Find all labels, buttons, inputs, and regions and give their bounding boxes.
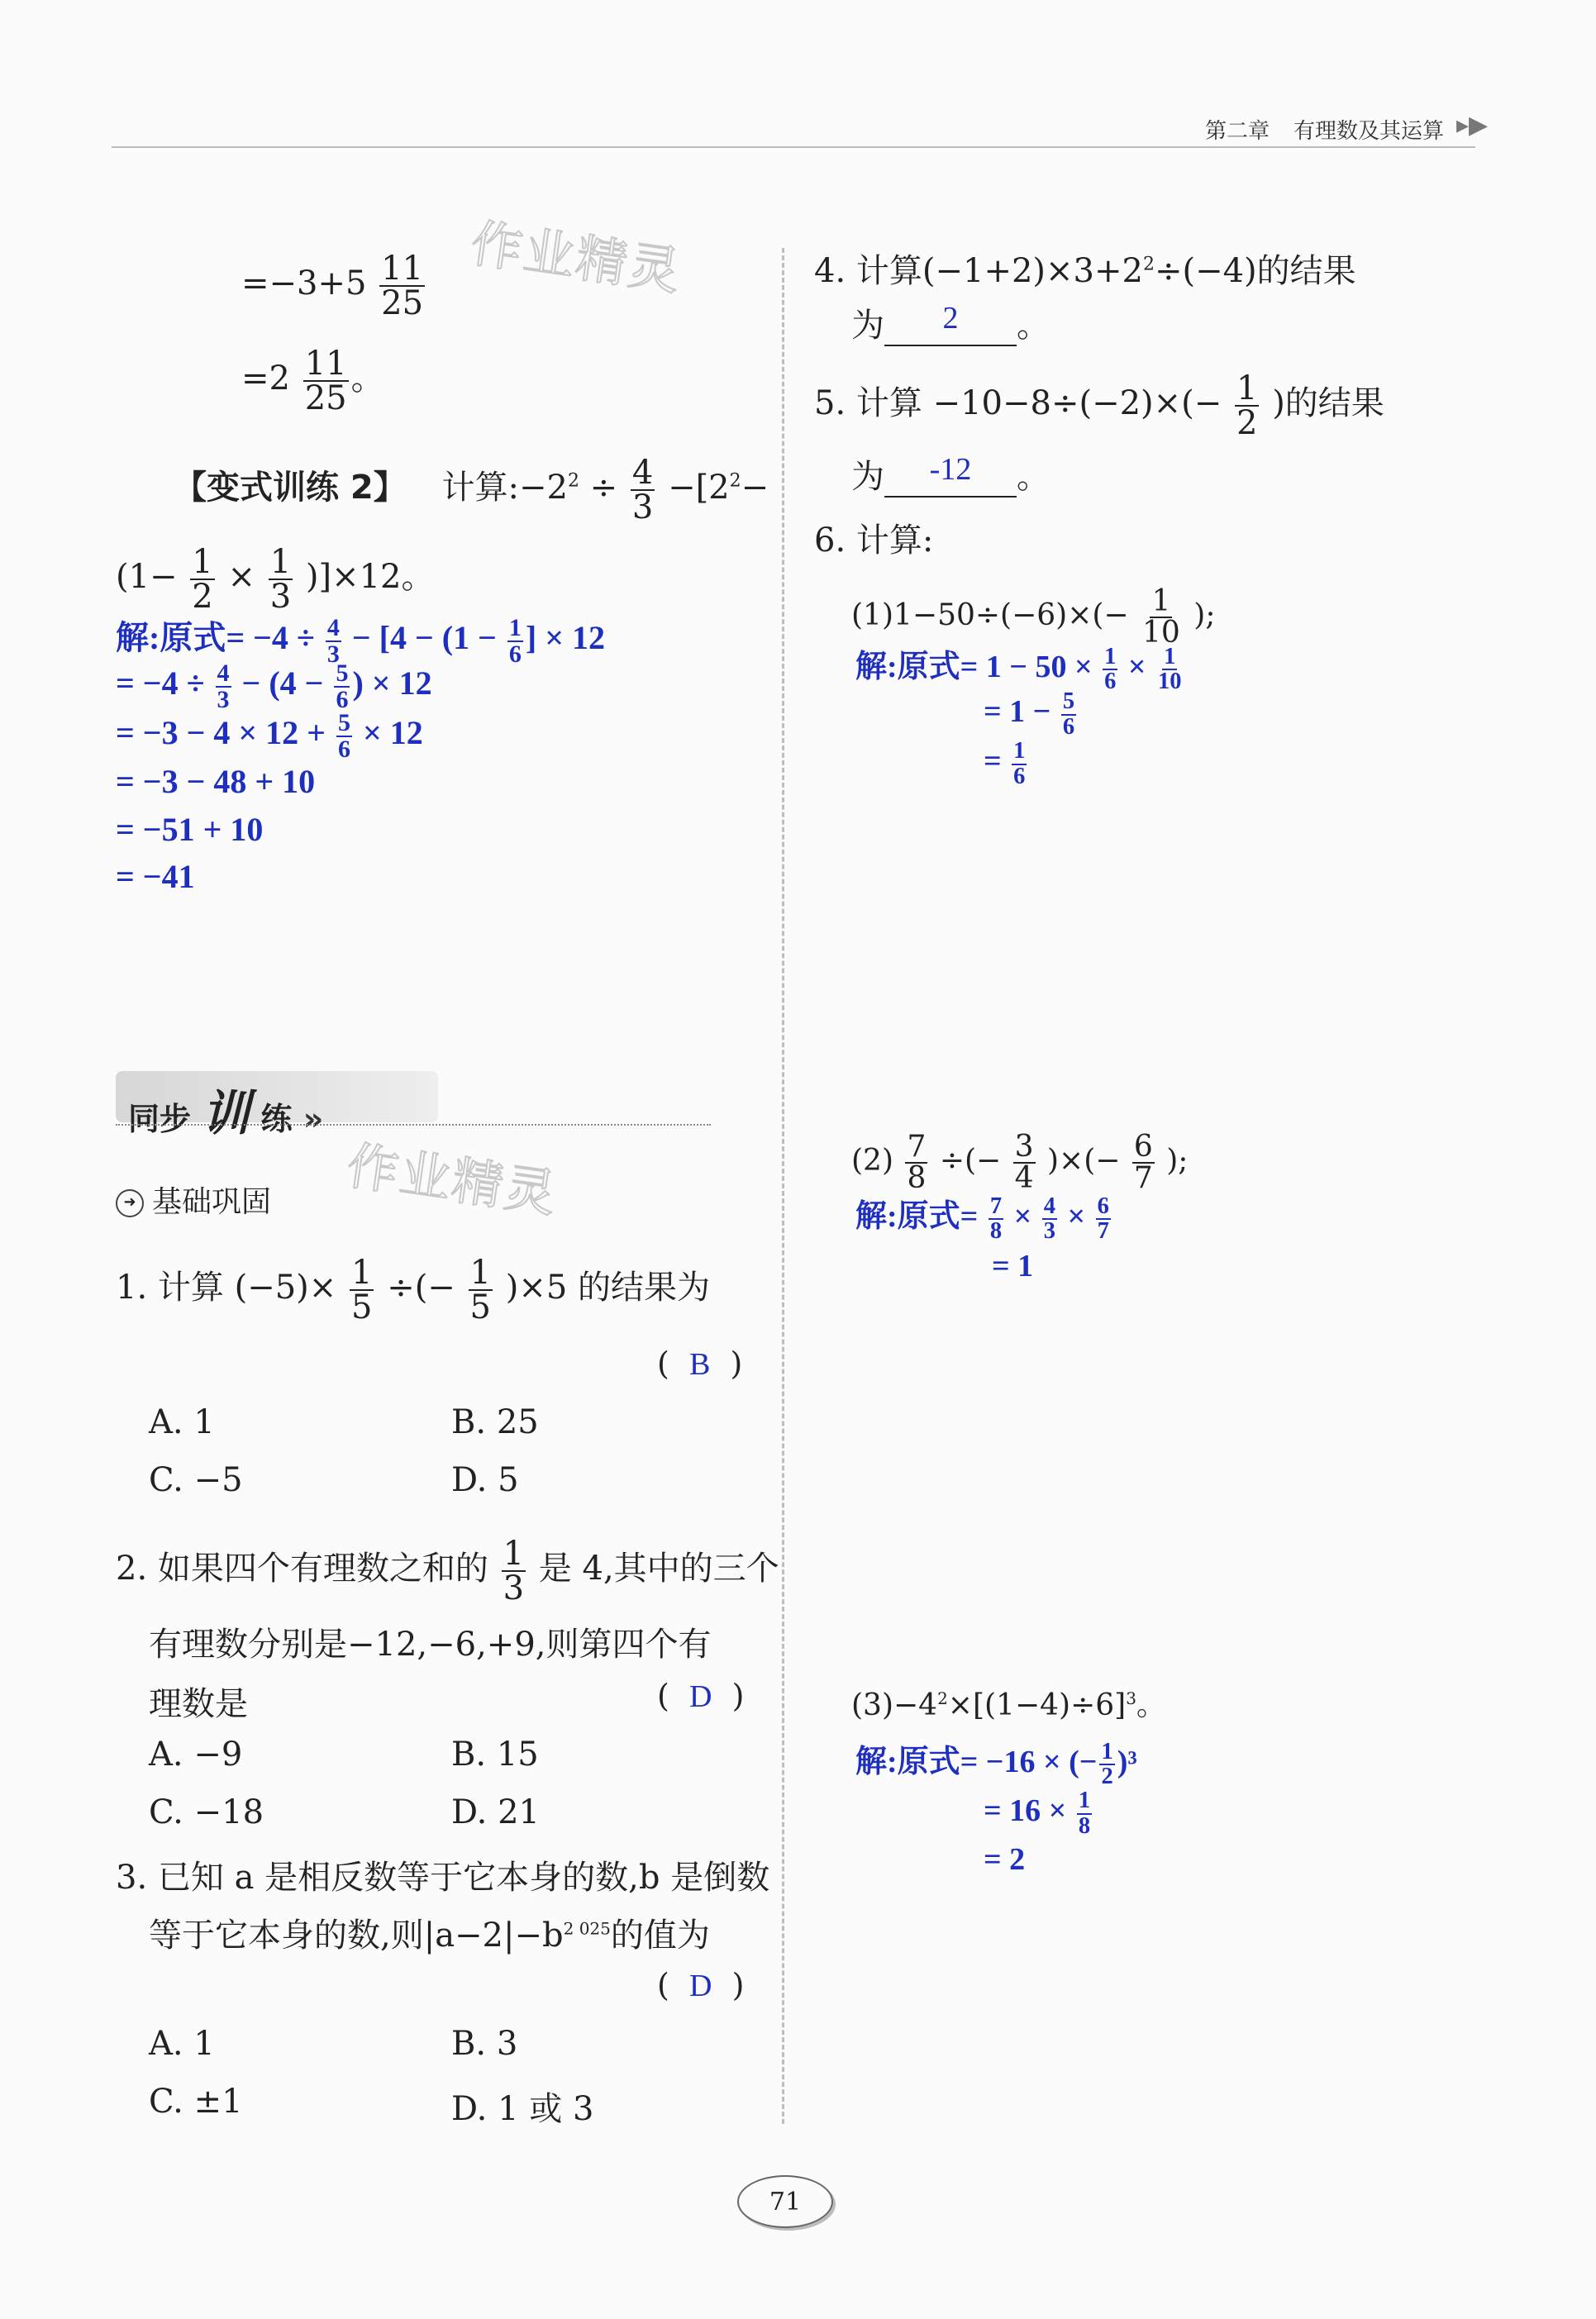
option: B. 15 bbox=[451, 1736, 539, 1774]
question-2: 2. 如果四个有理数之和的 $\frac{1}{3}$ 是 4,其中的三个 bbox=[116, 1535, 779, 1607]
answer-blank bbox=[884, 452, 1017, 498]
question-6-part-2: (2) $\frac{7}{8}$ ÷(− $\frac{3}{4}$ )×(− $\frac{6}{7}$ ); bbox=[851, 1130, 1189, 1195]
chapter-title: 有理数及其运算 bbox=[1293, 119, 1445, 144]
variant-question-line2: (1− $\frac{1}{2}$ × $\frac{1}{3}$ )]×12。 bbox=[116, 543, 435, 616]
option: D. 21 bbox=[451, 1793, 540, 1831]
option: C. −18 bbox=[149, 1793, 264, 1831]
question-6-title: 6. 计算: bbox=[814, 521, 934, 560]
option: C. −5 bbox=[149, 1461, 243, 1499]
option: A. 1 bbox=[149, 1403, 215, 1441]
question-2-line: 理数是 bbox=[149, 1685, 248, 1723]
solution-line: 解:原式= −4 ÷ $\frac{4}{3}$ − [4 − (1 − $\frac{1}{6}$ ] × 12 bbox=[116, 613, 606, 668]
variant-question: 【变式训练 2】 计算$:-2^2$ ÷ $\frac{4}{3}$ $-[2^2-$ bbox=[174, 454, 769, 526]
answer-bracket: ( D ) bbox=[657, 1967, 745, 2003]
option: A. −9 bbox=[149, 1736, 243, 1774]
answer: B bbox=[688, 1347, 711, 1382]
calc-line: =2 $\frac{11}{25}$ 。 bbox=[241, 345, 384, 417]
answer-bracket: ( D ) bbox=[657, 1678, 745, 1714]
solution-line: = $\frac{1}{6}$ bbox=[984, 738, 1026, 789]
question-3: 3. 已知 a 是相反数等于它本身的数,b 是倒数 bbox=[116, 1859, 770, 1897]
solution-line: 解:原式= 1 − 50 × $\frac{1}{6}$ × $\frac{1}{10}$ bbox=[855, 643, 1182, 695]
calc-line: =−3+5 $\frac{11}{25}$ bbox=[241, 250, 424, 322]
question-6-part-1: (1)1−50÷(−6)×(− $\frac{1}{10}$ ); bbox=[851, 584, 1216, 650]
question-5-blank-line: 为 -12 。 bbox=[851, 452, 1050, 496]
solution-line: = −41 bbox=[116, 858, 195, 895]
chapter-arrow-icon: ▸▶ bbox=[1456, 111, 1489, 140]
arrow-circle-icon: ➜ bbox=[116, 1189, 144, 1217]
section-title: 同步 训 练 » bbox=[128, 1085, 324, 1141]
solution-line: 解:原式= $\frac{7}{8}$ × $\frac{4}{3}$ × $\frac{6}{7}$ bbox=[855, 1193, 1109, 1245]
option: B. 25 bbox=[451, 1403, 539, 1441]
solution-line: = 1 bbox=[992, 1249, 1034, 1283]
answer: D bbox=[688, 1679, 712, 1714]
question-1: 1. 计算 (−5)× $\frac{1}{5}$ ÷(− $\frac{1}{5}$ )×5 的结果为 bbox=[116, 1254, 711, 1326]
question-3-line: 等于它本身的数,则$|a-2|-b^{2 025}$的值为 bbox=[149, 1917, 710, 1955]
answer: 2 bbox=[942, 301, 959, 336]
question-2-line: 有理数分别是−12,−6,+9,则第四个有 bbox=[149, 1626, 712, 1664]
variant-label: 【变式训练 2】 bbox=[174, 469, 407, 507]
question-4-blank-line: 为 2 。 bbox=[851, 301, 1050, 345]
answer-bracket: ( B ) bbox=[657, 1345, 743, 1382]
solution-line: = −3 − 48 + 10 bbox=[116, 763, 316, 800]
answer: D bbox=[688, 1969, 712, 2003]
answer-blank bbox=[884, 301, 1017, 346]
option: A. 1 bbox=[149, 2025, 215, 2063]
section-rule bbox=[116, 1124, 711, 1126]
watermark: 作业精灵 bbox=[343, 1135, 562, 1225]
column-divider bbox=[782, 248, 784, 2124]
question-4: 4. 计算$(-1+2)\times 3+2^2\div(-4)$的结果 bbox=[814, 252, 1356, 290]
solution-line: = 1 − $\frac{5}{6}$ bbox=[984, 688, 1075, 740]
question-6-part-3: $(3)-4^2\times[(1-4)\div 6]^3$。 bbox=[851, 1688, 1166, 1722]
header-rule bbox=[112, 146, 1475, 148]
watermark: 作业精灵 bbox=[467, 212, 686, 302]
answer: -12 bbox=[929, 452, 972, 487]
solution-line: 解:原式= −16 × (− $\frac{1}{2}$ )³ bbox=[855, 1738, 1137, 1790]
solution-line: = −4 ÷ $\frac{4}{3}$ − (4 − $\frac{5}{6}$ ) × 12 bbox=[116, 660, 432, 713]
option: D. 5 bbox=[451, 1461, 519, 1499]
solution-line: = 16 × $\frac{1}{8}$ bbox=[984, 1788, 1091, 1839]
option: C. ±1 bbox=[149, 2083, 243, 2121]
solution-line: = −51 + 10 bbox=[116, 811, 264, 848]
subsection-title: ➜ 基础巩固 bbox=[116, 1179, 271, 1221]
option: D. 1 或 3 bbox=[451, 2090, 594, 2128]
solution-line: = −3 − 4 × 12 + $\frac{5}{6}$ × 12 bbox=[116, 709, 423, 763]
chapter-label: 第二章 bbox=[1205, 119, 1270, 144]
page-number: 71 bbox=[737, 2175, 833, 2228]
option: B. 3 bbox=[451, 2025, 518, 2063]
question-5: 5. 计算 −10−8÷(−2)×(− $\frac{1}{2}$ )的结果 bbox=[814, 369, 1384, 442]
solution-line: = 2 bbox=[984, 1842, 1026, 1877]
